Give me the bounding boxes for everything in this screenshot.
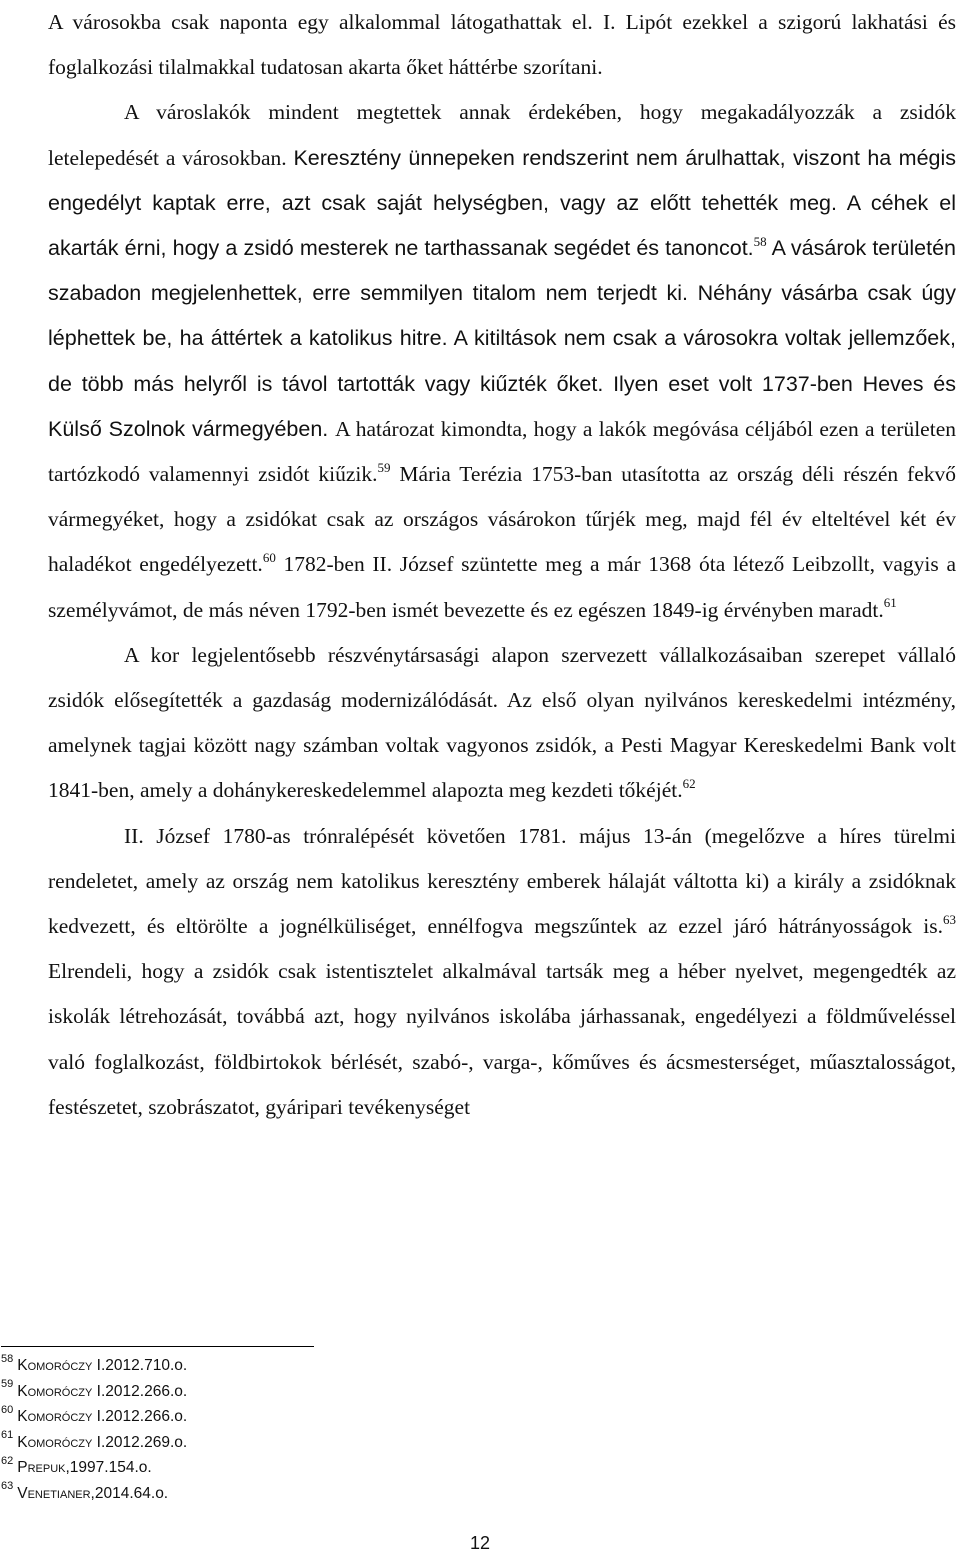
footnotes	[1, 1353, 601, 1506]
footnote-reference: 58	[753, 233, 767, 249]
text-segment: II. József 1780-as trónralépését követően 1781. május 13-án (megelőzve a híres türelmi rendeletet, amely az ország nem katolikus keresztény emberek hálaját váltotta ki) a király a zsidóknak kedvezett, és eltörölte a jognélküliséget, ennélfogva megszűntek az ezzel járó hátrányosságok is.	[48, 823, 956, 939]
text-segment: Mária Terézia 1753-ban utasította az ország déli részén fekvő vármegyéket, hogy a zsidókat csak az országos vásárokon tűrjék meg, majd fél év elteltével két év haladékot engedélyezett.	[48, 462, 956, 577]
text-segment: A városokba csak naponta egy alkalommal látogathattak el. I. Lipót ezekkel a szigorú lakhatási és foglalkozási tilalmakkal tudatosan akarta őket háttérbe szorítani.	[48, 10, 956, 80]
text-segment: A kor legjelentősebb részvénytársasági alapon szervezett vállalkozásaiban szerepet vállaló zsidók elősegítették a gazdaság modernizálódását. Az első olyan nyilvános kereskedelmi intézmény, amelynek tagjai között nagy számban voltak vagyonos zsidók, a Pesti Magyar Kereskedelmi Bank volt 1841-ben, amely a dohánykereskedelemmel alapozta meg kezdeti tőkéjét.	[48, 642, 956, 803]
text-segment: A városlakók mindent megtettek annak érdekében, hogy megakadályozzák a zsidók letelepedését a városokban.	[48, 100, 956, 170]
footnote-number: 61	[1, 1429, 14, 1442]
text-segment: Elrendeli, hogy a zsidók csak istentisztelet alkalmával tartsák meg a héber nyelvet, megengedték az iskolák létrehozását, továbbá azt, hogy nyilvános iskolába járhassanak, engedélyezi a földműveléssel való foglalkozást, földbirtokok bérlését, szabó-, varga-, kőműves és ácsmesterséget, műasztalosságot, festészetet, szobrászatot, gyáripari tevékenységet	[48, 959, 956, 1119]
text-segment: 1782-ben II. József szüntette meg a már 1368 óta létező Leibzollt, vagyis a személyvámot, de más néven 1792-ben ismét bevezette és ez egészen 1849-ig érvényben maradt.	[48, 552, 956, 622]
footnote-number: 62	[1, 1454, 14, 1467]
footnote	[1, 1481, 601, 1507]
text-segment: Keresztény ünnepeken rendszerint nem árulhattak, viszont ha mégis engedélyt kaptak erre, azt csak saját helységben, vagy az előtt tehették meg. A céhek el akarták érni, hogy a zsidó mesterek ne tarthassanak segédet és tanoncot.	[48, 145, 957, 261]
footnote	[1, 1404, 601, 1430]
footnote-reference: 60	[262, 550, 276, 566]
page-number: 12	[469, 1533, 491, 1553]
footnote-reference: 59	[377, 459, 391, 475]
footnote-citation: I.2012.266.o.	[92, 1382, 188, 1400]
footnote-author: Prepuk	[17, 1459, 66, 1476]
footnote-reference: 61	[883, 595, 897, 611]
footnote-number: 59	[1, 1378, 14, 1391]
body-text	[48, 0, 956, 1130]
footnote-author: Komoróczy	[17, 1382, 93, 1400]
footnote-citation: I.2012.710.o.	[92, 1357, 188, 1374]
footnote-citation: I.2012.266.o.	[92, 1408, 188, 1425]
footnote-reference: 63	[943, 911, 956, 927]
paragraph	[48, 90, 956, 632]
footnote	[1, 1430, 601, 1456]
footnote-number: 58	[1, 1352, 14, 1365]
footnote-citation: I.2012.269.o.	[92, 1433, 188, 1451]
footnote-number: 60	[1, 1403, 14, 1416]
footnote	[1, 1455, 601, 1481]
footnote-citation: ,1997.154.o.	[65, 1459, 152, 1476]
footnote-reference: 62	[682, 776, 696, 792]
footnote-author: Komoróczy	[17, 1408, 93, 1425]
paragraph	[48, 0, 956, 90]
footnote-author: Komoróczy	[17, 1433, 93, 1451]
footnote-divider	[1, 1346, 314, 1347]
text-segment: A vásárok területén szabadon megjelenhettek, erre semmilyen titalom nem terjedt ki. Néhány vásárba csak úgy léphettek be, ha áttértek a katolikus hitre. A kitiltások nem csak a városokra voltak jellemzőek, de több más helyről is távol tartották vagy kiűzték őket. Ilyen eset volt 1737-ben Heves és Külső Szolnok vármegyében.	[48, 236, 957, 441]
text-segment: A határozat kimondta, hogy a lakók megóvása céljából ezen a területen tartózkodó valamennyi zsidót kiűzik.	[48, 416, 956, 487]
paragraph	[48, 814, 956, 1130]
footnote-author: Venetianer	[17, 1484, 91, 1502]
footnote	[1, 1353, 601, 1379]
footnote-author: Komoróczy	[17, 1357, 93, 1374]
footnote-number: 63	[1, 1480, 14, 1493]
paragraph	[48, 633, 956, 814]
footnote	[1, 1379, 601, 1405]
footnote-citation: ,2014.64.o.	[90, 1484, 169, 1502]
